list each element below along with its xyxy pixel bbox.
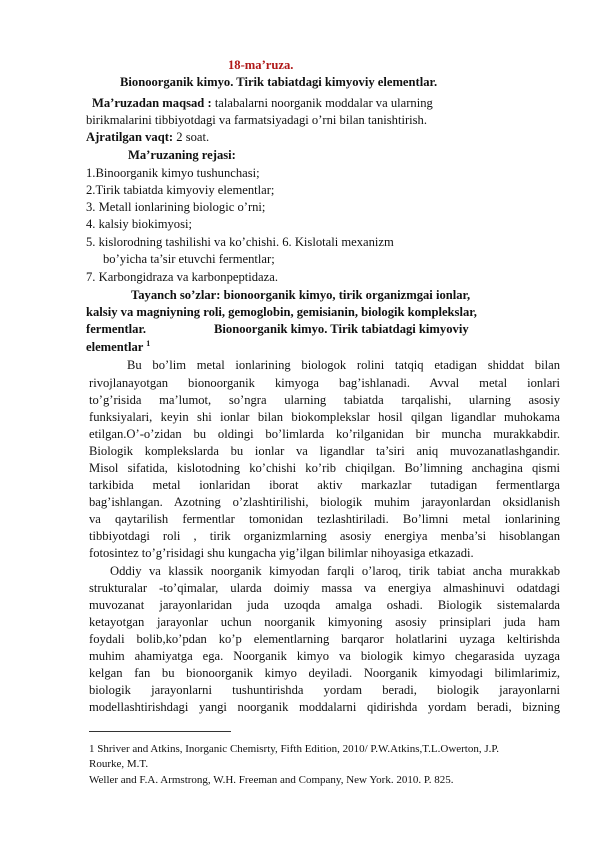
plan-title: Ma’ruzaning rejasi:: [128, 148, 236, 162]
keywords-line-2: kalsiy va magniyning roli, gemoglobin, gemisianin, biologik komplekslar,: [86, 305, 477, 319]
purpose-line-2: birikmalarini tibbiyotdagi va farmatsiyadagi o’rni bilan tanishtirish.: [86, 113, 428, 127]
plan-item: 7. Karbongidraza va karbonpeptidaza.: [86, 270, 278, 284]
plan-item: 2.Tirik tabiatda kimyoviy elementlar;: [86, 183, 275, 197]
paragraph-2-line: muvozanat jarayonlaridan juda uzoqda amalga oshadi. Biologik sistemalarda: [89, 598, 560, 612]
lecture-number: 18-ma’ruza.: [228, 58, 294, 72]
keywords-line-3b: Bionoorganik kimyo. Tirik tabiatdagi kimyoviy: [214, 322, 469, 336]
paragraph-1-line: to’g’risida ma’lumot, so’ngra ularning tabiatda tarqalishi, ularning asosiy: [89, 393, 560, 407]
footnote-line: 1 Shriver and Atkins, Inorganic Chemisrty, Fifth Edition, 2010/ P.W.Atkins,T.L.Owerton, J.P.: [89, 743, 500, 755]
time-line: [86, 129, 209, 146]
purpose-line-1: [92, 95, 433, 112]
paragraph-2-line: modellashtirishdagi yangi noorganik moddalarni qidirishda yordam beradi, bizning: [89, 700, 560, 714]
paragraph-2-line: Oddiy va klassik noorganik kimyodan farqli o’laroq, tirik tabiat ancha murakkab: [110, 564, 560, 578]
lecture-title: Bionoorganik kimyo. Tirik tabiatdagi kimyoviy elementlar.: [120, 75, 438, 89]
time-value: 2 soat.: [176, 130, 210, 144]
paragraph-1-line: funksiyalari, keyin shi ionlar bilan biokomplekslar hosil qilgan ligandlar muhokama: [89, 410, 560, 424]
keywords-line-1: Tayanch so’zlar: bionoorganik kimyo, tirik organizmgai ionlar,: [131, 288, 471, 302]
footnote-divider: [89, 731, 231, 732]
footnote-line: Rourke, M.T.: [89, 758, 149, 770]
paragraph-1-line: tarkibida metal ionlaridan iborat aktiv markazlar tutadigan fermentlarga: [89, 478, 560, 492]
plan-item: bo’yicha ta’sir etuvchi fermentlar;: [103, 252, 275, 266]
keywords-line-3a: fermentlar.: [86, 322, 147, 336]
purpose-label: Ma’ruzadan maqsad :: [92, 96, 212, 110]
paragraph-2-line: biologik jarayonlarni tushuntirishda yordam beradi, biologik jarayonlarni: [89, 683, 560, 697]
paragraph-1-line: rivojlanayotgan bionoorganik kimyoga bag’ishlanadi. Avval metal ionlari: [89, 376, 560, 390]
paragraph-1-line: Bu bo’lim metal ionlarining biologok rolini tatqiq etadigan shiddat bilan: [127, 358, 560, 372]
paragraph-1-line: fotosintez to’g’risidagi shu kungacha yig’ilgan bilimlar nihoyasiga etkazadi.: [89, 546, 474, 560]
paragraph-1-line: etilgan.O’-o’zidan bu oldingi bo’limlarda ko’rilganidan bir muncha murakkabdir.: [89, 427, 560, 441]
paragraph-1-line: Misol sifatida, kislotodning ko’chishi ko’rib chiqilgan. Bo’limning anchagina qismi: [89, 461, 560, 475]
plan-item: 5. kislorodning tashilishi va ko’chishi. 6. Kislotali mexanizm: [86, 235, 394, 249]
paragraph-2-line: muhim ahamiyatga ega. Noorganik kimyo va biologik kimyo chegarasida uyzaga: [89, 649, 560, 663]
plan-item: 1.Binoorganik kimyo tushunchasi;: [86, 166, 260, 180]
purpose-text-1: talabalarni noorganik moddalar va ularning: [214, 96, 433, 110]
paragraph-1-line: tibbiyotdagi roli , tirik organizmlarning asosiy energiya menba’si hisoblangan: [89, 529, 560, 543]
paragraph-2-line: kelgan fan bu bionoorganik kimyo deyiladi. Noorganik kimyodagi bilimlarimiz,: [89, 666, 560, 680]
paragraph-1-line: bag’ishlangan. Azotning o’zlashtirilishi, biologik muhim jarayonlardan oksidlanish: [89, 495, 560, 509]
plan-item: 3. Metall ionlarining biologic o’rni;: [86, 200, 266, 214]
plan-item: 4. kalsiy biokimyosi;: [86, 217, 193, 231]
keywords-line-4-text: elementlar: [86, 340, 144, 354]
keywords-line-4: [86, 339, 150, 356]
paragraph-2-line: foydali bolib,ko’pdan ko’p elementlarning barqaror holatlarini uyzaga keltirishda: [89, 632, 560, 646]
paragraph-1-line: Biologik komplekslarda bu ionlar va ligandlar ta’siri aniq muvozanatlashgandir.: [89, 444, 560, 458]
footnote-line: Weller and F.A. Armstrong, W.H. Freeman and Company, New York. 2010. P. 825.: [89, 774, 454, 786]
paragraph-1-line: va qaytarilish fermentlar tomonidan tezlashtiriladi. Bo’limni metal ionlarining: [89, 512, 560, 526]
paragraph-2-line: strukturalar -to’qimalar, ularda doimiy massa va energiya almashinuvi odatdagi: [89, 581, 560, 595]
footnote-reference: 1: [146, 339, 151, 348]
paragraph-2-line: ketayotgan jarayonlar uchun noorganik kimyoning asosiy prinsiplari juda ham: [89, 615, 560, 629]
time-label: Ajratilgan vaqt:: [86, 130, 174, 144]
